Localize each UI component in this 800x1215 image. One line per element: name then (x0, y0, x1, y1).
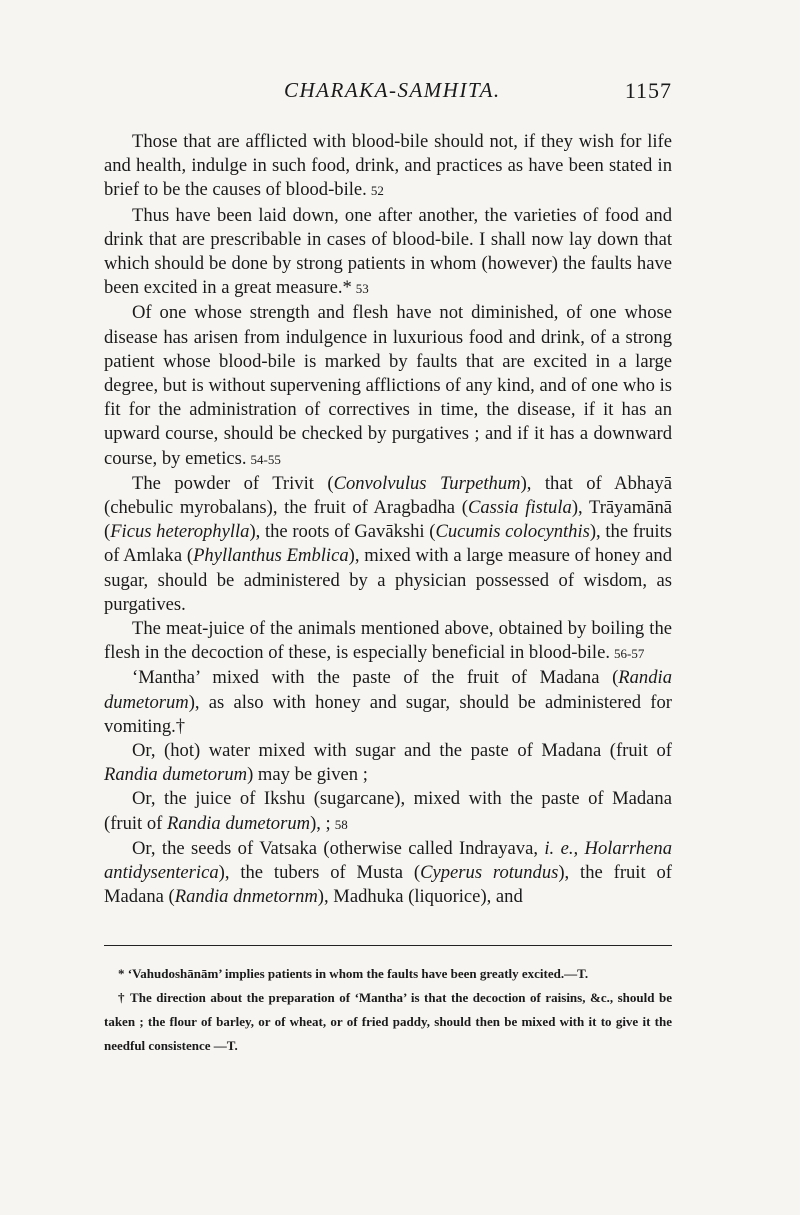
paragraph-text: ‘Mantha’ mixed with the paste of the fruit of Madana ( (132, 667, 619, 689)
verse-number: 54-55 (250, 451, 281, 467)
paragraph-text: ), the roots of Gavākshi ( (249, 521, 436, 543)
italic-term: Convolvulus Turpethum (333, 472, 521, 494)
paragraph-text: ), Madhuka (liquorice), and (317, 886, 523, 908)
paragraph (104, 204, 672, 302)
italic-term: Cassia fistula (467, 497, 572, 519)
paragraph (104, 130, 672, 204)
paragraph-text: Or, the juice of Ikshu (sugarcane), mixed with the paste of Madana (fruit of (104, 788, 672, 834)
verse-number: 58 (334, 816, 348, 832)
verse-number: 52 (370, 183, 384, 199)
verse-number: 53 (355, 281, 369, 297)
paragraph-text: Or, the seeds of Vatsaka (otherwise called Indrayava, (132, 837, 545, 859)
footnotes (104, 962, 672, 1058)
paragraph-text: Or, (hot) water mixed with sugar and the paste of Madana (fruit of (132, 740, 672, 762)
paragraph-text: Thus have been laid down, one after another, the varieties of food and drink that are prescribable in cases of blood-bile. I shall now lay down that which should be done by strong patients in whom (however) the faults have been excited in a great measure.* (104, 204, 672, 299)
italic-term: Randia dumetorum (167, 812, 311, 834)
paragraph (104, 739, 672, 787)
paragraph-text: The powder of Trivit ( (132, 472, 334, 494)
paragraph-text: ), Trāyamānā ( (104, 497, 672, 543)
paragraph-text: Of one whose strength and flesh have not diminished, of one whose disease has arisen from indulgence in luxurious food and drink, of a strong patient whose blood-bile is marked by faults that are excited in a large degree, but is without supervening afflictions of any kind, and of one who is fit for the administration of correctives in time, the disease, if it has an upward course, should be checked by purgatives ; and if it has a downward course, by emetics. (104, 302, 672, 469)
italic-term: Ficus heterophylla (110, 521, 250, 543)
page-number: 1157 (624, 78, 672, 103)
paragraph (104, 472, 672, 617)
footnote: † The direction about the preparation of ‘Mantha’ is that the decoction of raisins, &c., should be taken ; the flour of barley, or of wheat, or of fried paddy, should then be mixed with it to give it the needful consistence —T. (104, 990, 672, 1053)
paragraph (104, 301, 672, 471)
paragraph-text: ), mixed with a large measure of honey and sugar, should be administered by a physician possessed of wisdom, as purgatives. (104, 545, 672, 615)
paragraph-text: ), that of Abhayā (chebulic myrobalans), the fruit of Aragbadha ( (104, 472, 672, 519)
italic-term: Cyperus rotundus (420, 862, 559, 884)
paragraph (104, 666, 672, 739)
paragraph-text: ) may be given ; (247, 764, 368, 786)
paragraph (104, 787, 672, 836)
paragraph-text: ), the tubers of Musta ( (218, 862, 421, 884)
paragraph-text: The meat-juice of the animals mentioned above, obtained by boiling the flesh in the decoction of these, is especially beneficial in blood-bile. (104, 618, 672, 664)
paragraph-text: ), as also with honey and sugar, should be administered for vomiting.† (104, 691, 672, 737)
paragraph-text: ), the fruits of Amlaka ( (104, 521, 672, 567)
italic-term: Phyllanthus Emblica (193, 545, 349, 567)
verse-number: 56-57 (614, 646, 645, 662)
footnote: * ‘Vahudoshānām’ implies patients in whom the faults have been greatly excited.—T. (118, 966, 589, 981)
running-head (0, 78, 800, 108)
italic-term: Randia dnmetornm (174, 886, 318, 908)
paragraph-text: Those that are afflicted with blood-bile should not, if they wish for life and health, indulge in such food, drink, and practices as have been stated in brief to be the causes of blood-bile. (104, 131, 672, 201)
paragraph-text: ), the fruit of Madana ( (104, 862, 672, 908)
italic-term: i. e., (544, 837, 579, 859)
italic-term: Cucumis colocynthis (435, 521, 590, 543)
paragraph-text: ), ; (310, 812, 331, 834)
paragraph (104, 617, 672, 666)
body-text (104, 130, 672, 910)
paragraph (104, 837, 672, 910)
italic-term: Randia dumetorum (104, 667, 672, 713)
running-title: CHARAKA-SAMHITA. (284, 78, 501, 102)
italic-term: Holarrhena antidysenterica (104, 837, 672, 884)
italic-term: Randia dumetorum (104, 764, 248, 786)
footnote-rule (104, 945, 672, 946)
